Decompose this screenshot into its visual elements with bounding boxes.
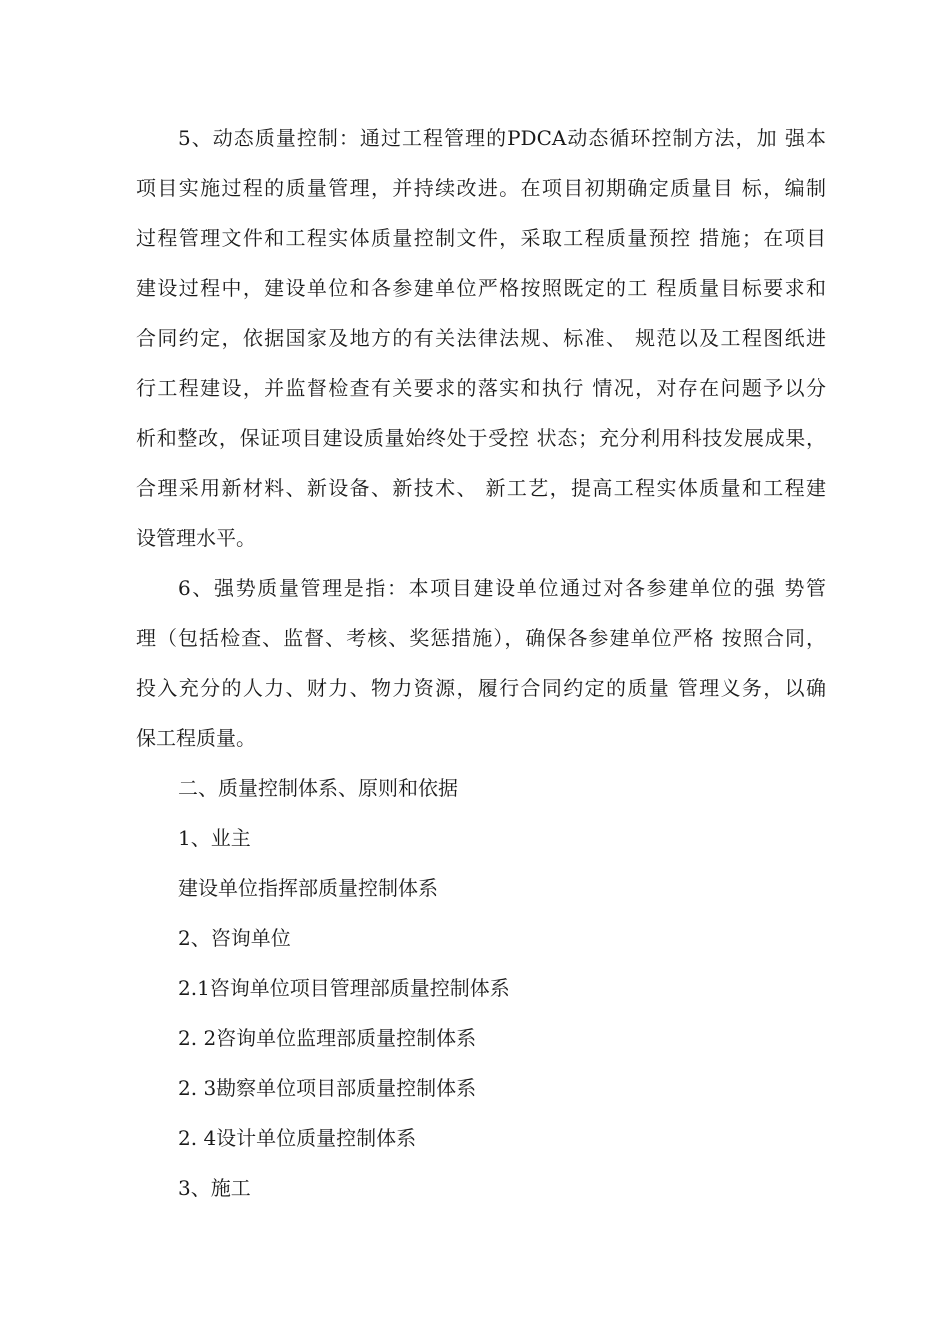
paragraph-line: 合同约定，依据国家及地方的有关法律法规、标准、 规范以及工程图纸进 [136,326,826,350]
list-item: 2. 2咨询单位监理部质量控制体系 [178,1026,477,1050]
list-item: 3、施工 [178,1176,251,1200]
paragraph-strong-quality-management [136,563,826,763]
paragraph-line: 过程管理文件和工程实体质量控制文件，采取工程质量预控 措施；在项目 [136,226,826,250]
paragraph-line: 理（包括检查、监督、考核、奖惩措施），确保各参建单位严格 按照合同， [136,626,826,650]
paragraph-line: 6、强势质量管理是指：本项目建设单位通过对各参建单位的强 势管 [178,576,826,600]
list-item: 1、业主 [178,826,251,850]
paragraph-line: 合理采用新材料、新设备、新技术、 新工艺，提高工程实体质量和工程建 [136,476,826,500]
list-item: 2、咨询单位 [178,926,291,950]
paragraph-line: 设管理水平。 [136,526,256,550]
list-item: 建设单位指挥部质量控制体系 [178,876,438,900]
paragraph-line: 5、动态质量控制：通过工程管理的PDCA动态循环控制方法，加 强本 [178,126,826,150]
section-heading: 二、质量控制体系、原则和依据 [178,776,458,800]
list-item: 2. 4设计单位质量控制体系 [178,1126,417,1150]
paragraph-dynamic-quality-control [136,113,826,563]
paragraph-line: 保工程质量。 [136,726,256,750]
paragraph-line: 投入充分的人力、财力、物力资源，履行合同约定的质量 管理义务，以确 [136,676,826,700]
list-item: 2.1咨询单位项目管理部质量控制体系 [178,976,510,1000]
list-item: 2. 3勘察单位项目部质量控制体系 [178,1076,477,1100]
paragraph-line: 析和整改，保证项目建设质量始终处于受控 状态；充分利用科技发展成果， [136,426,826,450]
paragraph-line: 项目实施过程的质量管理，并持续改进。在项目初期确定质量目 标，编制 [136,176,826,200]
section-quality-control-system [136,763,826,1213]
paragraph-line: 建设过程中，建设单位和各参建单位严格按照既定的工 程质量目标要求和 [136,276,826,300]
paragraph-line: 行工程建设，并监督检查有关要求的落实和执行 情况，对存在问题予以分 [136,376,826,400]
